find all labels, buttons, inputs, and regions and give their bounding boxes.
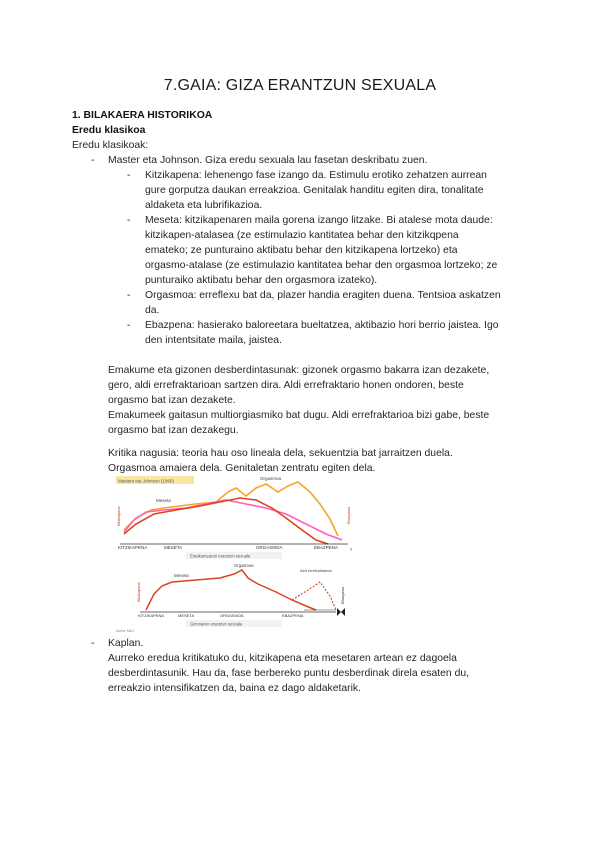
intro-text: Eredu klasikoak:	[72, 140, 149, 151]
top-phase: MESETA	[164, 545, 183, 550]
publisher-logo-icon	[336, 606, 346, 616]
differences-line: Emakume eta gizonen desberdintasunak: gizonek orgasmo bakarra izan dezakete,	[108, 365, 490, 376]
kaplan-line: Aurreko eredua kritikatuko du, kitzikapena eta mesetaren artean ez dagoela	[108, 653, 457, 664]
top-curve-red	[124, 498, 328, 544]
list-dash: -	[91, 155, 95, 166]
bottom-footer: Gizonaren erantzun sexuala	[190, 621, 243, 627]
orgasmoa-line: da.	[145, 305, 160, 316]
top-label-left-axis: Kitzikapena	[117, 506, 121, 526]
axis-arrow-icon: ›	[350, 547, 352, 553]
kaplan-line: erreakzio intensifikatzen da, baina ez dago aldaketarik.	[108, 683, 361, 694]
list-item-kaplan: Kaplan.	[108, 638, 144, 649]
bottom-label-meseta: Meseta	[174, 573, 189, 578]
kaplan-line: desberdintasunik. Hau da, fase berbereko puntu desberdinak direla esaten du,	[108, 668, 470, 679]
top-label-right-axis: Ebazpena	[347, 506, 351, 524]
differences-line: Emakumeek gaitasun multiorgiasmiko bat dugu. Aldi errefraktarioa bizi gabe, beste	[108, 410, 490, 421]
bottom-phase: MESETA	[178, 613, 195, 618]
top-footer: Emakumearen erantzun sexuala	[190, 553, 251, 559]
ebazpena-line: den intentsitate maila, jaistea.	[145, 335, 282, 346]
response-cycle-svg	[116, 474, 358, 634]
sublist-dash: -	[127, 170, 131, 181]
bottom-label-left-axis: Kitzikapena	[137, 582, 141, 602]
critique-line: Orgasmoa amaiera dela. Genitaletan zentratu egiten dela.	[108, 463, 376, 474]
list-dash: -	[91, 638, 95, 649]
top-phase: EBAZPENA	[314, 545, 339, 550]
top-phase: ORGASMOA	[256, 545, 283, 550]
top-curve-pink	[124, 500, 342, 540]
top-curve-orange	[124, 482, 338, 536]
meseta-line: emateko; ze punturaino aktibatu behar den kitzikapena lortzeko) eta	[145, 245, 458, 256]
top-caption: Masters eta Johnson (1966)	[118, 478, 175, 484]
bottom-curve-refractory	[292, 582, 336, 610]
meseta-line: kitzikapen-atalasea (ze estimulazio kantitatea behar den kitzikqpena	[145, 230, 459, 241]
response-cycle-figure	[116, 474, 358, 634]
page-title: 7.GAIA: GIZA ERANTZUN SEXUALA	[163, 77, 437, 94]
differences-line: orgasmo bat izan dezakete.	[108, 395, 236, 406]
section-heading: 1. BILAKAERA HISTORIKOA	[72, 110, 213, 121]
bottom-label-orgasmoa: Orgasmoa	[234, 563, 254, 568]
list-item-master: Master eta Johnson. Giza eredu sexuala lau fasetan deskribatu zuen.	[108, 155, 428, 166]
differences-line: orgasmo bat izan dezakegu.	[108, 425, 239, 436]
meseta-line: punturaiko aktibatu behar den orgasmora izateko).	[145, 275, 378, 286]
sublist-dash: -	[127, 320, 131, 331]
kitzikapena-line: aldaketa eta lubrifikazioa.	[145, 200, 263, 211]
sublist-dash: -	[127, 290, 131, 301]
top-label-meseta: Meseta	[156, 498, 171, 503]
kitzikapena-line: Kitzikapena: lehenengo fase izango da. Estimulu erotiko zehatzen aurrean	[145, 170, 487, 181]
meseta-line: orgasmo-atalase (ze estimulazio kantitatea behar den orgasmoa lortzeko; ze	[145, 260, 498, 271]
bottom-phase: KITZIKAPENA	[138, 613, 165, 618]
bottom-label-right-axis: Ebazpena	[341, 586, 345, 604]
ebazpena-line: Ebazpena: hasierako baloreetara bueltatzea, aktibazio hori berrio jaistea. Igo	[145, 320, 499, 331]
meseta-line: Meseta: kitzikapenaren maila gorena izango litzake. Bi atalese mota daude:	[145, 215, 493, 226]
bottom-label-refractory: Aldi errefraktarioa	[300, 568, 332, 573]
kitzikapena-line: gure gorputza daukan erreakzioa. Genitalak handitu egiten dira, tonalitate	[145, 185, 484, 196]
bottom-phase: EBAZPENA	[282, 613, 304, 618]
subsection-heading: Eredu klasikoa	[72, 125, 146, 136]
differences-line: gero, aldi errefraktarioan sartzen dira. Aldi errefraktario honen ondoren, beste	[108, 380, 464, 391]
top-phase: KITZIKAPENA	[118, 545, 148, 550]
bottom-curve-main	[146, 570, 316, 610]
figure-source: Iturria: M&J	[116, 629, 134, 633]
top-label-orgasmoa: Orgasmoa	[260, 476, 282, 481]
sublist-dash: -	[127, 215, 131, 226]
bottom-phase: ORGASMOA	[220, 613, 244, 618]
critique-line: Kritika nagusia: teoria hau oso lineala dela, sekuentzia bat jarraitzen duela.	[108, 448, 453, 459]
orgasmoa-line: Orgasmoa: erreflexu bat da, plazer handia eragiten duena. Tentsioa askatzen	[145, 290, 501, 301]
